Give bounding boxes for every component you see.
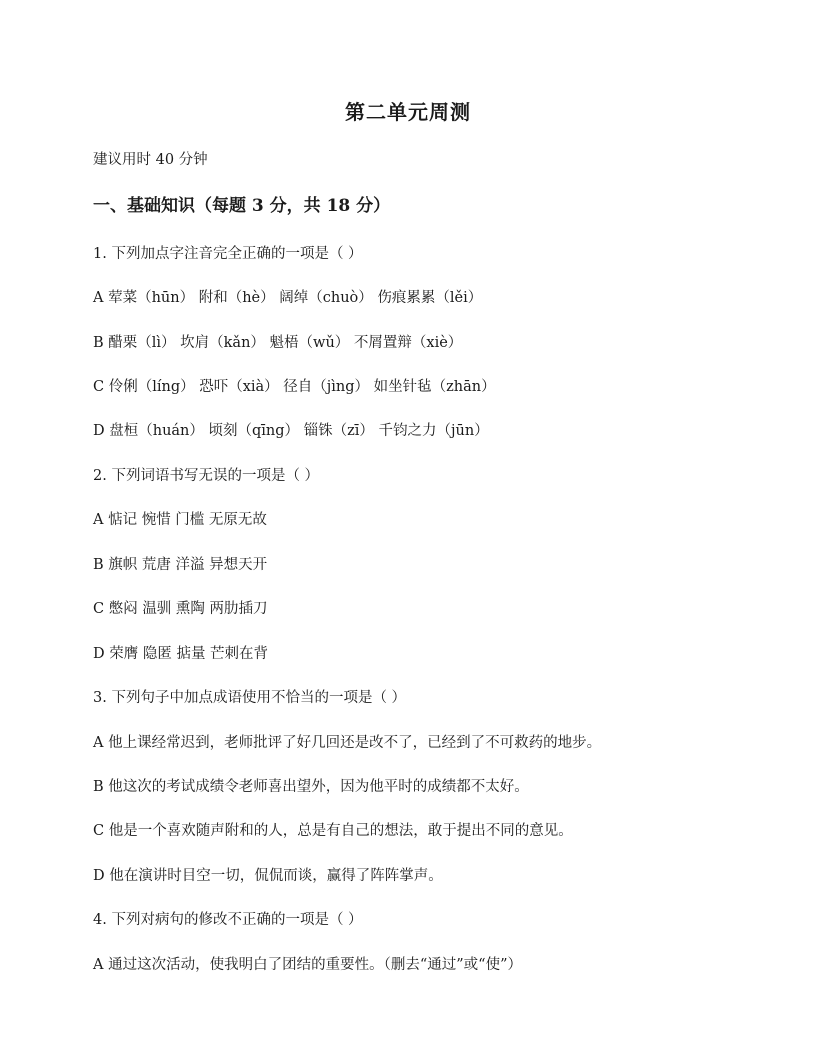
section-heading: 一、基础知识（每题 3 分，共 18 分） — [93, 196, 391, 216]
page-title: 第二单元周测 — [345, 100, 471, 124]
question-1-option-d: D 盘桓（huán） 顷刻（qīng） 锱铢（zī） 千钧之力（jūn） — [93, 423, 489, 439]
question-2-option-c: C 憋闷 温驯 熏陶 两肋插刀 — [93, 601, 268, 617]
question-2-option-a: A 惦记 惋惜 门槛 无原无故 — [93, 512, 267, 528]
question-3-option-d: D 他在演讲时目空一切，侃侃而谈，赢得了阵阵掌声。 — [93, 868, 443, 884]
question-3-option-c: C 他是一个喜欢随声附和的人，总是有自己的想法，敢于提出不同的意见。 — [93, 823, 573, 839]
question-3-stem: 3. 下列句子中加点成语使用不恰当的一项是（ ） — [93, 690, 407, 706]
question-3-option-a: A 他上课经常迟到，老师批评了好几回还是改不了，已经到了不可救药的地步。 — [93, 735, 602, 751]
question-1-option-b: B 醋栗（lì） 坎肩（kǎn） 魁梧（wǔ） 不屑置辩（xiè） — [93, 335, 463, 351]
question-2-option-d: D 荣膺 隐匿 掂量 芒刺在背 — [93, 646, 269, 662]
question-1-stem: 1. 下列加点字注音完全正确的一项是（ ） — [93, 246, 363, 262]
question-1-option-a: A 荤菜（hūn） 附和（hè） 阔绰（chuò） 伤痕累累（lěi） — [93, 290, 483, 306]
suggested-time: 建议用时 40 分钟 — [93, 152, 208, 168]
question-4-stem: 4. 下列对病句的修改不正确的一项是（ ） — [93, 912, 363, 928]
question-1-option-c: C 伶俐（líng） 恐吓（xià） 径自（jìng） 如坐针毡（zhān） — [93, 379, 496, 395]
question-2-option-b: B 旗帜 荒唐 洋溢 异想天开 — [93, 557, 268, 573]
question-4-option-a: A 通过这次活动，使我明白了团结的重要性。（删去“通过”或“使”） — [93, 957, 522, 973]
question-3-option-b: B 他这次的考试成绩令老师喜出望外，因为他平时的成绩都不太好。 — [93, 779, 529, 795]
question-2-stem: 2. 下列词语书写无误的一项是（ ） — [93, 468, 320, 484]
